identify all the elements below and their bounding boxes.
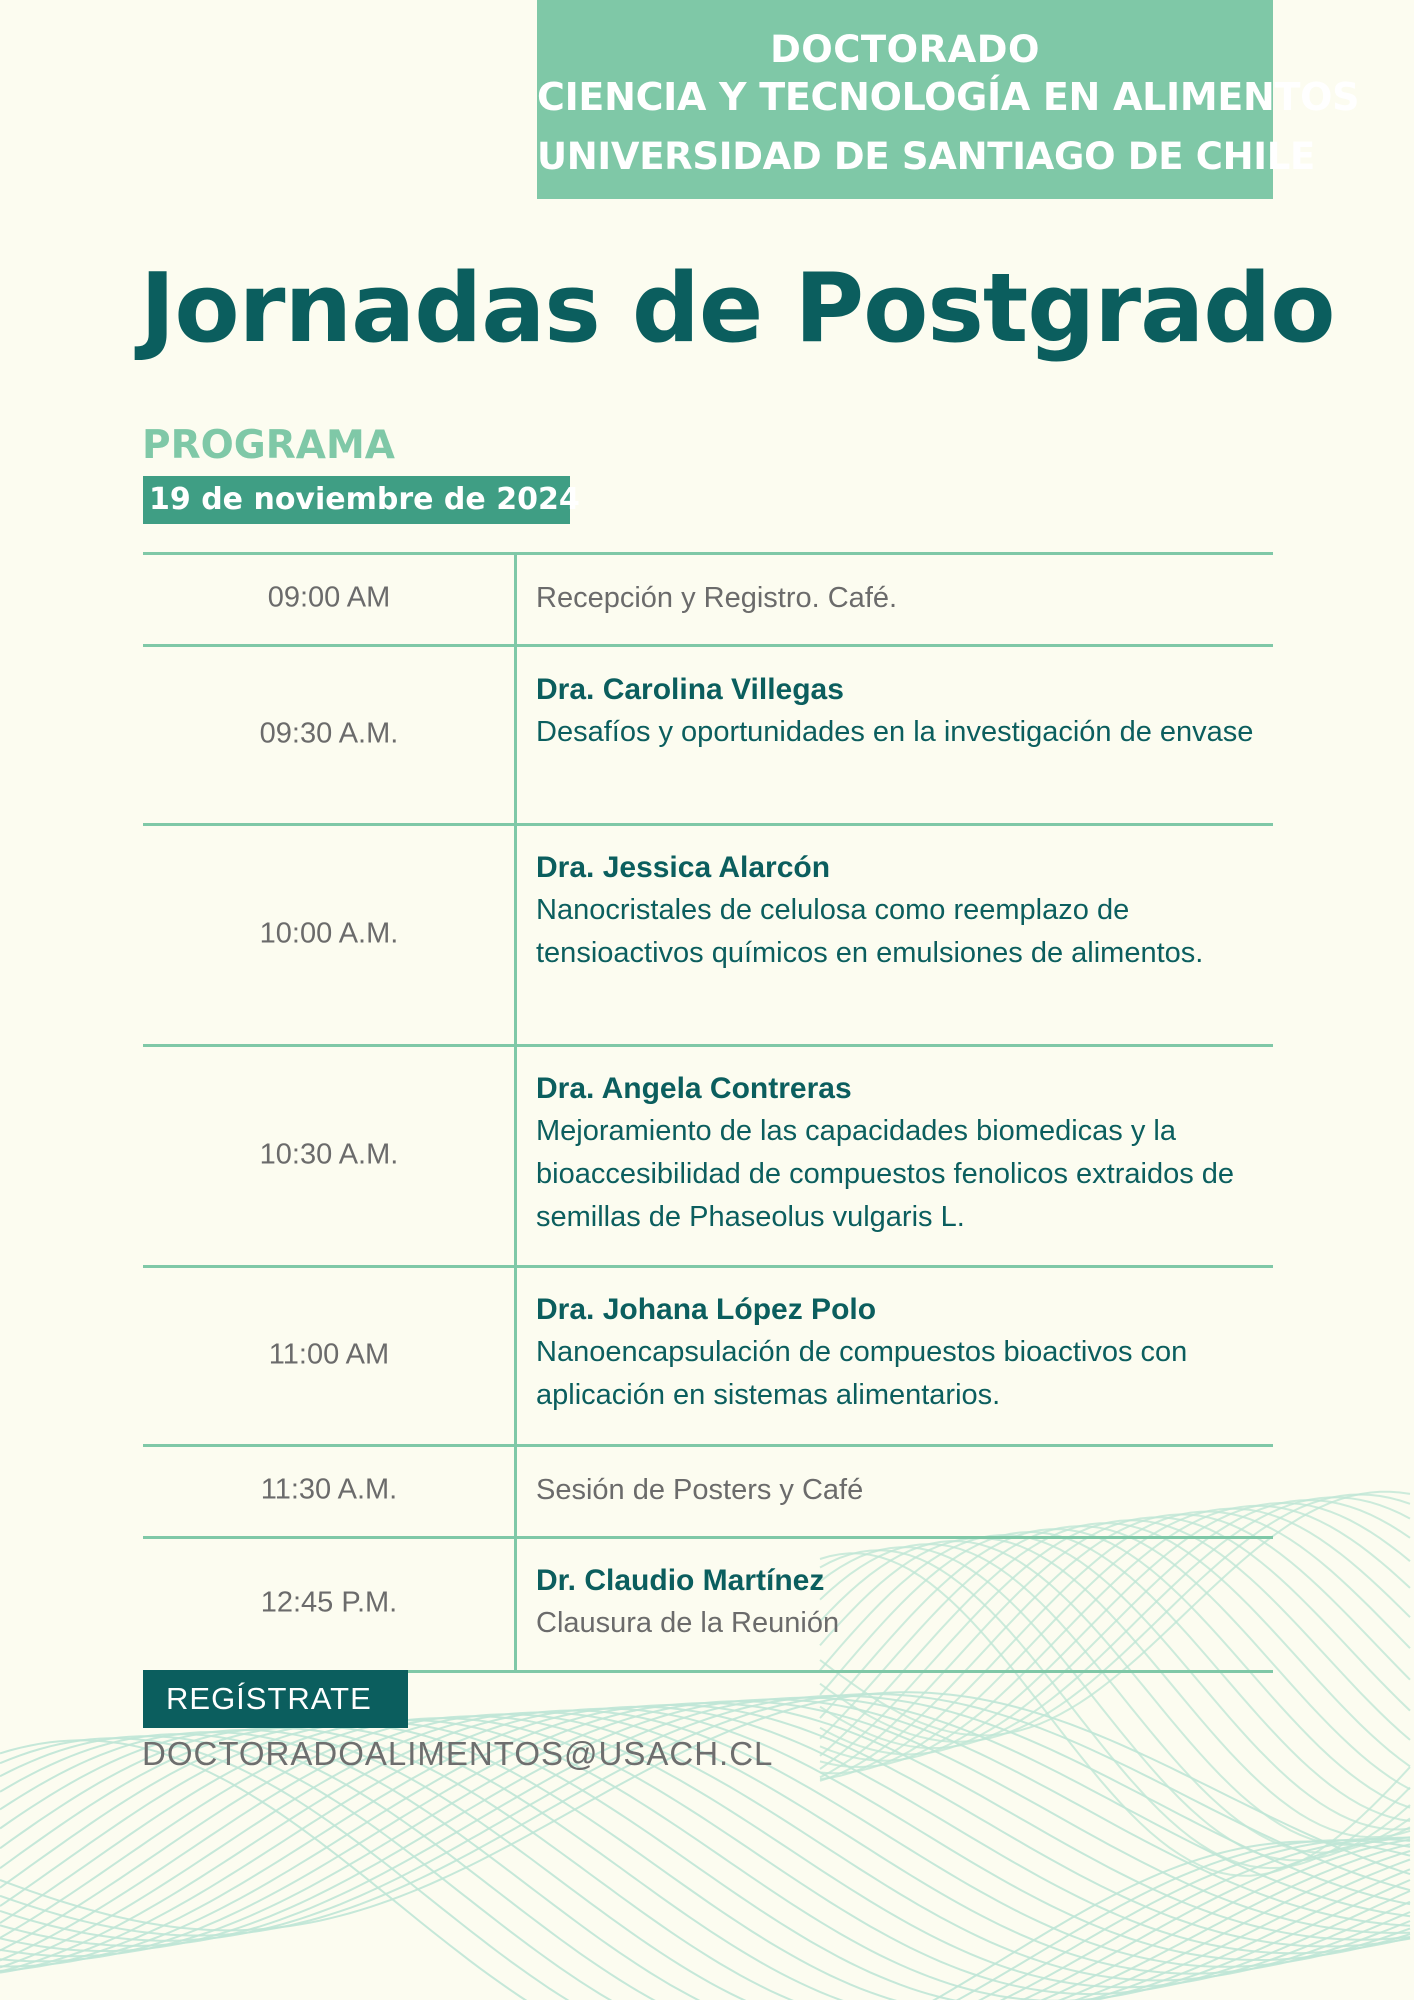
speaker-name: Dra. Carolina Villegas	[536, 673, 844, 706]
talk-title: Nanocristales de celulosa como reemplazo de tensioactivos químicos en emulsiones de alimentos.	[536, 894, 1204, 969]
contact-email-link[interactable]: DOCTORADOALIMENTOS@USACH.CL	[142, 1735, 774, 1772]
row-divider	[143, 644, 1273, 647]
header-line-university: UNIVERSIDAD DE SANTIAGO DE CHILE	[537, 135, 1316, 178]
talk-title: Mejoramiento de las capacidades biomedicas y la bioaccesibilidad de compuestos fenolicos extraidos de semillas de Phaseolus vulgaris L.	[536, 1115, 1235, 1233]
schedule-activity: Clausura de la Reunión	[536, 1607, 840, 1639]
register-button[interactable]: REGÍSTRATE	[143, 1670, 408, 1728]
schedule-time: 10:00 A.M.	[259, 917, 399, 950]
schedule-time: 11:00 AM	[268, 1338, 390, 1371]
row-divider	[143, 552, 1273, 555]
speaker-name: Dra. Jessica Alarcón	[536, 851, 831, 884]
talk-title: Nanoencapsulación de compuestos bioactivos con aplicación en sistemas alimentarios.	[536, 1336, 1188, 1411]
schedule-item	[536, 577, 1266, 619]
schedule-item	[536, 1560, 1266, 1644]
schedule-time: 11:30 A.M.	[260, 1473, 398, 1506]
speaker-name: Dr. Claudio Martínez	[536, 1564, 825, 1597]
programa-label: PROGRAMA	[142, 423, 395, 468]
talk-title: Desafíos y oportunidades en la investigación de envase	[536, 716, 1254, 748]
schedule-item	[536, 1068, 1266, 1239]
schedule-item	[536, 1289, 1266, 1417]
schedule-item	[536, 847, 1266, 975]
program-header-box	[537, 0, 1360, 199]
row-divider	[143, 1444, 1273, 1447]
header-line-doctorado: DOCTORADO	[770, 28, 1040, 71]
schedule-table	[143, 552, 1273, 1672]
schedule-time: 10:30 A.M.	[259, 1138, 399, 1171]
schedule-time: 09:00 AM	[267, 581, 391, 614]
row-divider	[143, 1265, 1273, 1268]
speaker-name: Dra. Angela Contreras	[536, 1072, 852, 1105]
schedule-item	[536, 669, 1266, 754]
row-divider	[143, 1044, 1273, 1047]
schedule-activity: Sesión de Posters y Café	[536, 1474, 864, 1506]
header-line-program: CIENCIA Y TECNOLOGÍA EN ALIMENTOS	[537, 75, 1360, 119]
schedule-time: 12:45 P.M.	[260, 1586, 398, 1619]
row-divider	[143, 823, 1273, 826]
schedule-item	[536, 1469, 1266, 1511]
speaker-name: Dra. Johana López Polo	[536, 1293, 877, 1326]
event-date-badge: 19 de noviembre de 2024	[143, 476, 570, 524]
schedule-time: 09:30 A.M.	[259, 717, 399, 750]
row-divider	[143, 1536, 1273, 1539]
event-title: Jornadas de Postgrado	[140, 254, 1335, 364]
schedule-activity: Recepción y Registro. Café.	[536, 582, 898, 614]
